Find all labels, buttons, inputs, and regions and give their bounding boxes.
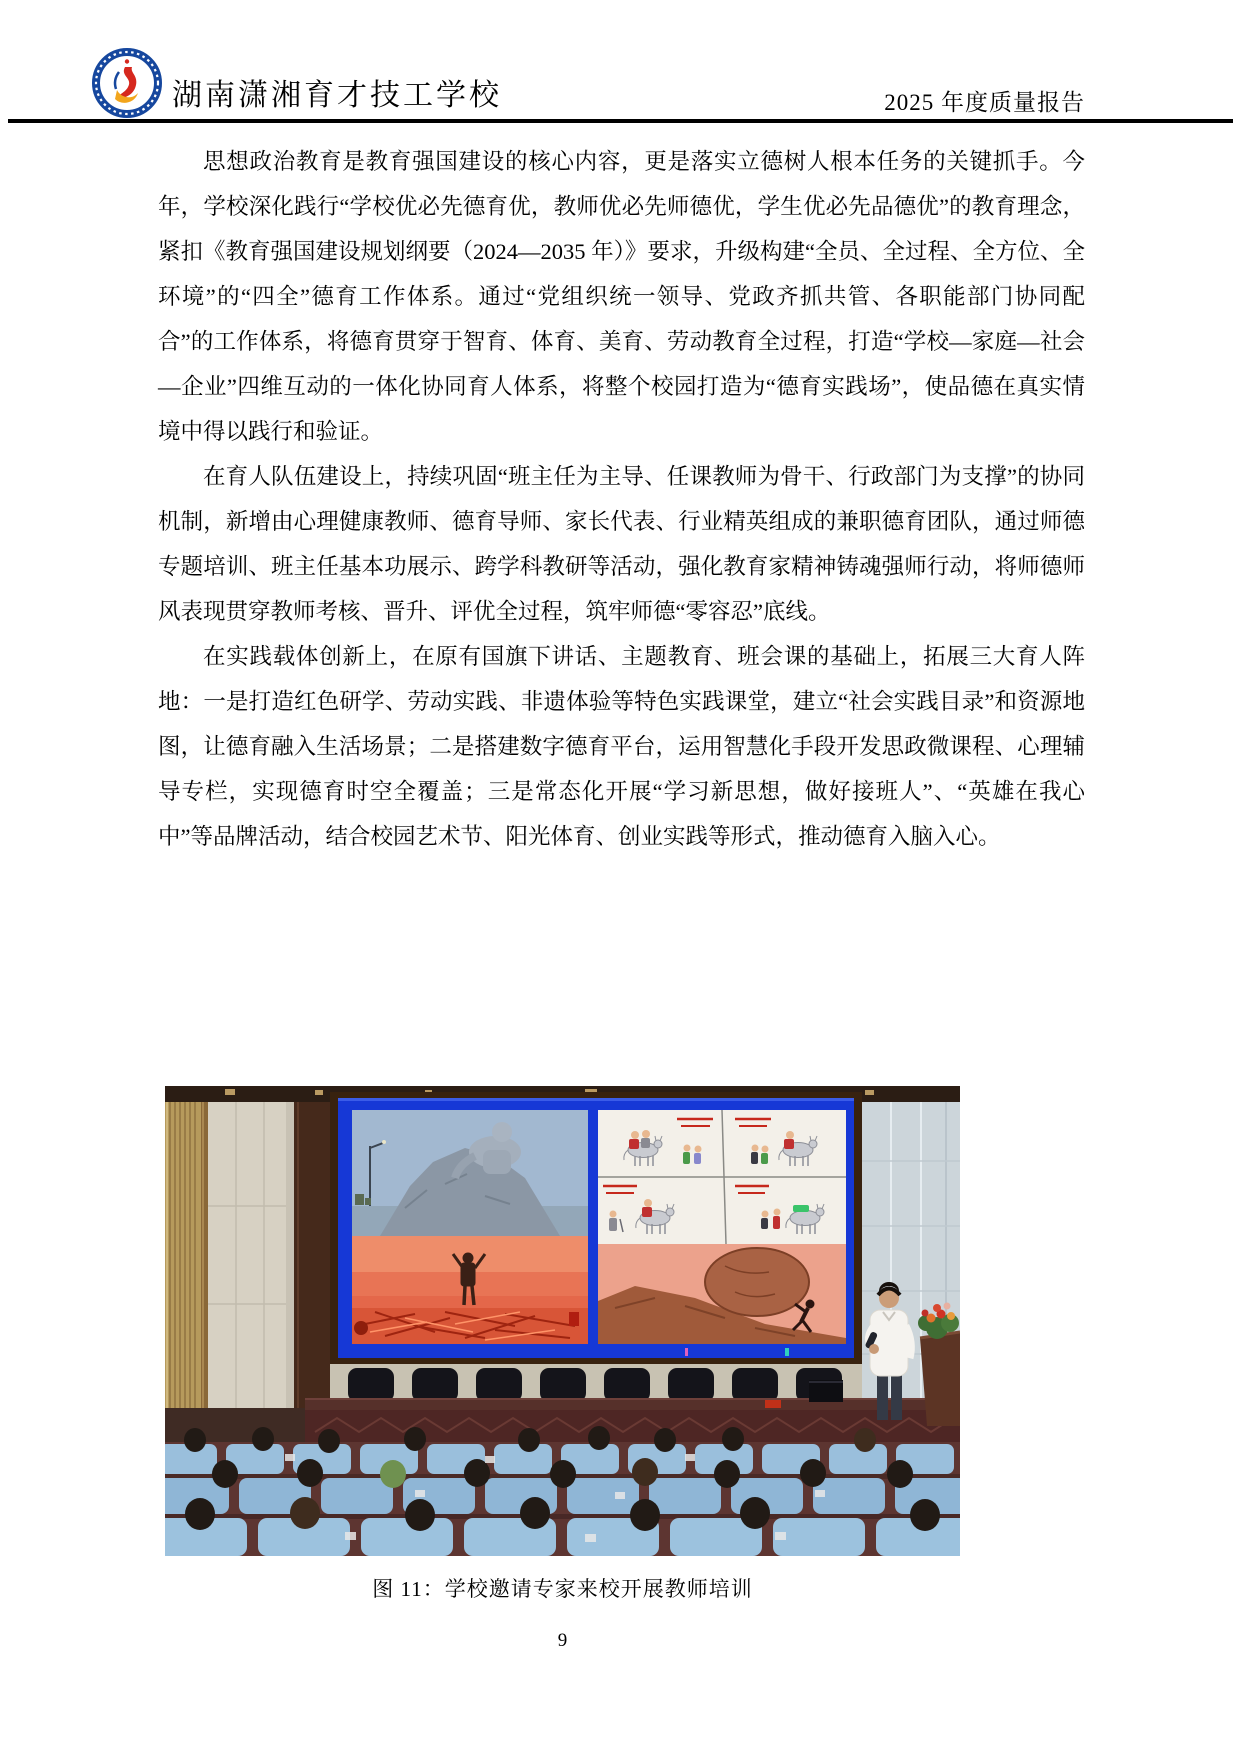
school-name: 湖南潇湘育才技工学校	[172, 79, 502, 112]
screen-image-boulder	[598, 1244, 846, 1344]
school-logo	[92, 48, 162, 118]
led-screen	[330, 1092, 862, 1364]
report-title: 2025 年度质量报告	[884, 90, 1085, 115]
podium	[920, 1332, 960, 1426]
cream-wall-panel	[208, 1102, 294, 1408]
training-photo	[165, 1086, 960, 1556]
header-rule	[8, 119, 1233, 123]
page-number: 9	[557, 1630, 568, 1651]
paragraph-educator-team: 在育人队伍建设上，持续巩固“班主任为主导、任课教师为骨干、行政部门为支撑”的协同机制，新增由心理健康教师、德育导师、家长代表、行业精英组成的兼职德育团队，通过师德专题培训、班主任基本功展示、跨学科教研等活动，强化教育家精神铸魂强师行动，将师德师风表现贯穿教师考核、晋升、评优全过程，筑牢师德“零容忍”底线。	[158, 464, 1085, 624]
screen-image-statue	[352, 1110, 588, 1236]
screen-image-red-sticks	[352, 1236, 588, 1344]
audience-seating	[165, 1426, 960, 1556]
lecture-hall-photo	[165, 1086, 960, 1556]
figure-caption: 图 11：学校邀请专家来校开展教师培训	[372, 1577, 753, 1601]
school-logo-icon	[92, 48, 162, 118]
screen-image-comic	[598, 1110, 846, 1244]
gold-wall-panel	[165, 1102, 208, 1408]
wood-column	[294, 1102, 330, 1408]
laptop	[809, 1380, 843, 1402]
paragraph-moral-education: 思想政治教育是教育强国建设的核心内容，更是落实立德树人根本任务的关键抓手。今年，学校深化践行“学校优必先德育优，教师优必先师德优，学生优必先品德优”的教育理念，紧扣《教育强国建设规划纲要（2024—2035 年）》要求，升级构建“全员、全过程、全方位、全环境”的“四全”德育工作体系。通过“党组织统一领导、党政齐抓共管、各职能部门协同配合”的工作体系，将德育贯穿于智育、体育、美育、劳动教育全过程，打造“学校—家庭—社会—企业”四维互动的一体化协同育人体系，将整个校园打造为“德育实践场”，使品德在真实情境中得以践行和验证。	[158, 149, 1085, 444]
body-text	[158, 139, 1085, 859]
paragraph-practice-platforms: 在实践载体创新上，在原有国旗下讲话、主题教育、班会课的基础上，拓展三大育人阵地：一是打造红色研学、劳动实践、非遗体验等特色实践课堂，建立“社会实践目录”和资源地图，让德育融入生活场景；二是搭建数字德育平台，运用智慧化手段开发思政微课程、心理辅导专栏，实现德育时空全覆盖；三是常态化开展“学习新思想，做好接班人”、“英雄在我心中”等品牌活动，结合校园艺术节、阳光体育、创业实践等形式，推动德育入脑入心。	[158, 644, 1085, 849]
